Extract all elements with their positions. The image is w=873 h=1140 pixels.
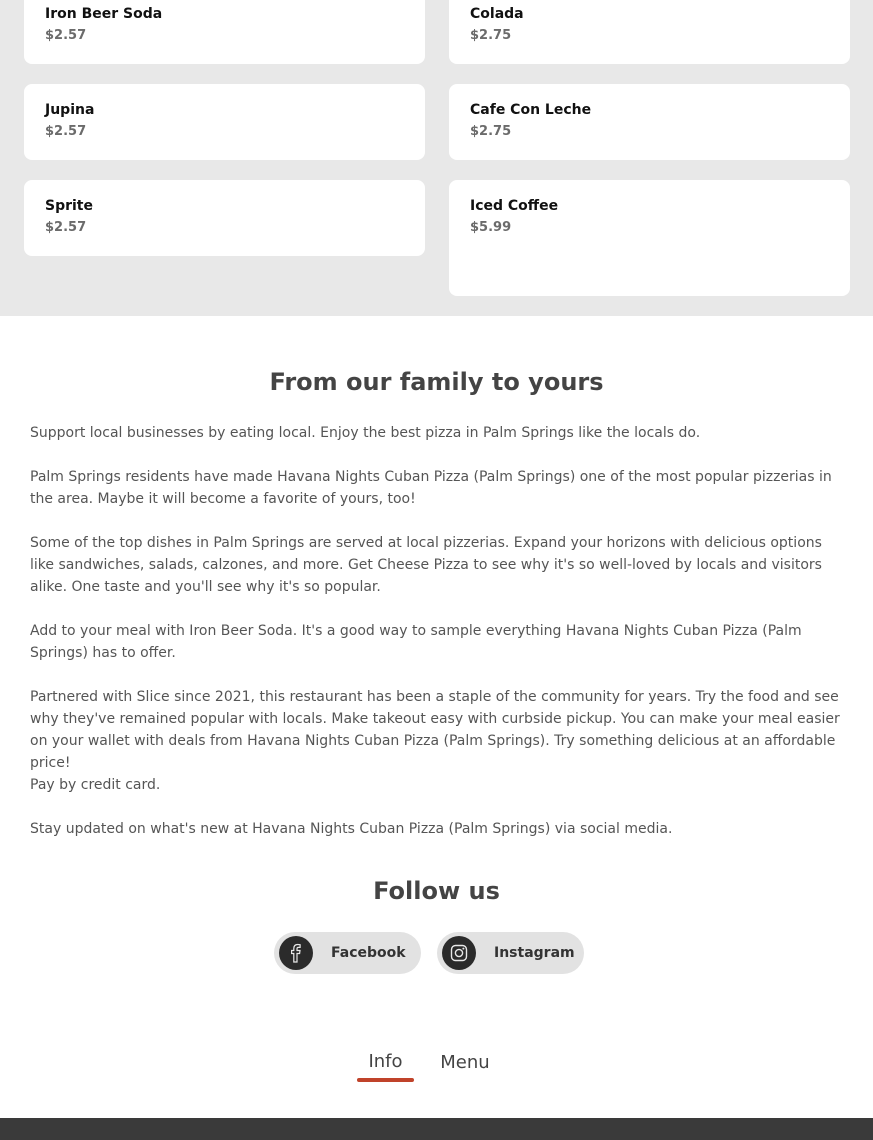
tab-info[interactable]: Info: [368, 1051, 403, 1072]
menu-item-name: Sprite: [45, 198, 93, 214]
menu-item-price: $2.57: [45, 124, 87, 139]
menu-item-price: $2.75: [470, 124, 512, 139]
instagram-button[interactable]: [437, 932, 584, 974]
menu-item-card[interactable]: [24, 0, 425, 64]
menu-item-name: Iced Coffee: [470, 198, 559, 214]
facebook-button[interactable]: [274, 932, 421, 974]
menu-items-section: [0, 0, 873, 316]
menu-item-price: $5.99: [470, 220, 512, 235]
menu-item-name: Cafe Con Leche: [470, 102, 592, 118]
facebook-label: Facebook: [331, 945, 406, 961]
menu-item-card[interactable]: [24, 180, 425, 256]
menu-item-card[interactable]: [449, 84, 850, 160]
footer: [0, 1118, 873, 1140]
about-paragraph: Some of the top dishes in Palm Springs are served at local pizzerias. Expand your horizons with delicious options like sandwiches, salads, calzones, and more. Get Cheese Pizza to see why it's so well-loved by locals and visitors alike. One taste and you'll see why it's so popular.: [30, 535, 822, 595]
menu-item-card[interactable]: [449, 0, 850, 64]
about-paragraph: Palm Springs residents have made Havana Nights Cuban Pizza (Palm Springs) one of the most popular pizzerias in the area. Maybe it will become a favorite of yours, too!: [30, 469, 832, 507]
about-paragraph: Support local businesses by eating local. Enjoy the best pizza in Palm Springs like the locals do.: [30, 425, 701, 441]
facebook-icon: [279, 936, 313, 970]
about-paragraph: Pay by credit card.: [30, 777, 161, 793]
instagram-label: Instagram: [494, 945, 575, 961]
about-paragraph: Partnered with Slice since 2021, this restaurant has been a staple of the community for years. Try the food and see why they've remained popular with locals. Make takeout easy with curbside pickup. You can make your meal easier on your wallet with deals from Havana Nights Cuban Pizza (Palm Springs). Try something delicious at an affordable price!: [30, 689, 840, 771]
about-paragraph: Stay updated on what's new at Havana Nights Cuban Pizza (Palm Springs) via social media.: [30, 821, 673, 837]
about-paragraph: Add to your meal with Iron Beer Soda. It's a good way to sample everything Havana Nights Cuban Pizza (Palm Springs) has to offer.: [30, 623, 802, 661]
menu-item-price: $2.75: [470, 28, 512, 43]
menu-item-name: Jupina: [45, 102, 95, 118]
active-tab-indicator: [357, 1078, 414, 1082]
about-title: From our family to yours: [269, 368, 604, 396]
menu-item-name: Iron Beer Soda: [45, 6, 163, 22]
menu-item-price: $2.57: [45, 220, 87, 235]
follow-title: Follow us: [373, 877, 500, 905]
menu-item-price: $2.57: [45, 28, 87, 43]
instagram-icon: [442, 936, 476, 970]
menu-item-name: Colada: [470, 6, 524, 22]
menu-item-card[interactable]: [449, 180, 850, 296]
tab-menu[interactable]: Menu: [440, 1052, 490, 1073]
menu-item-card[interactable]: [24, 84, 425, 160]
